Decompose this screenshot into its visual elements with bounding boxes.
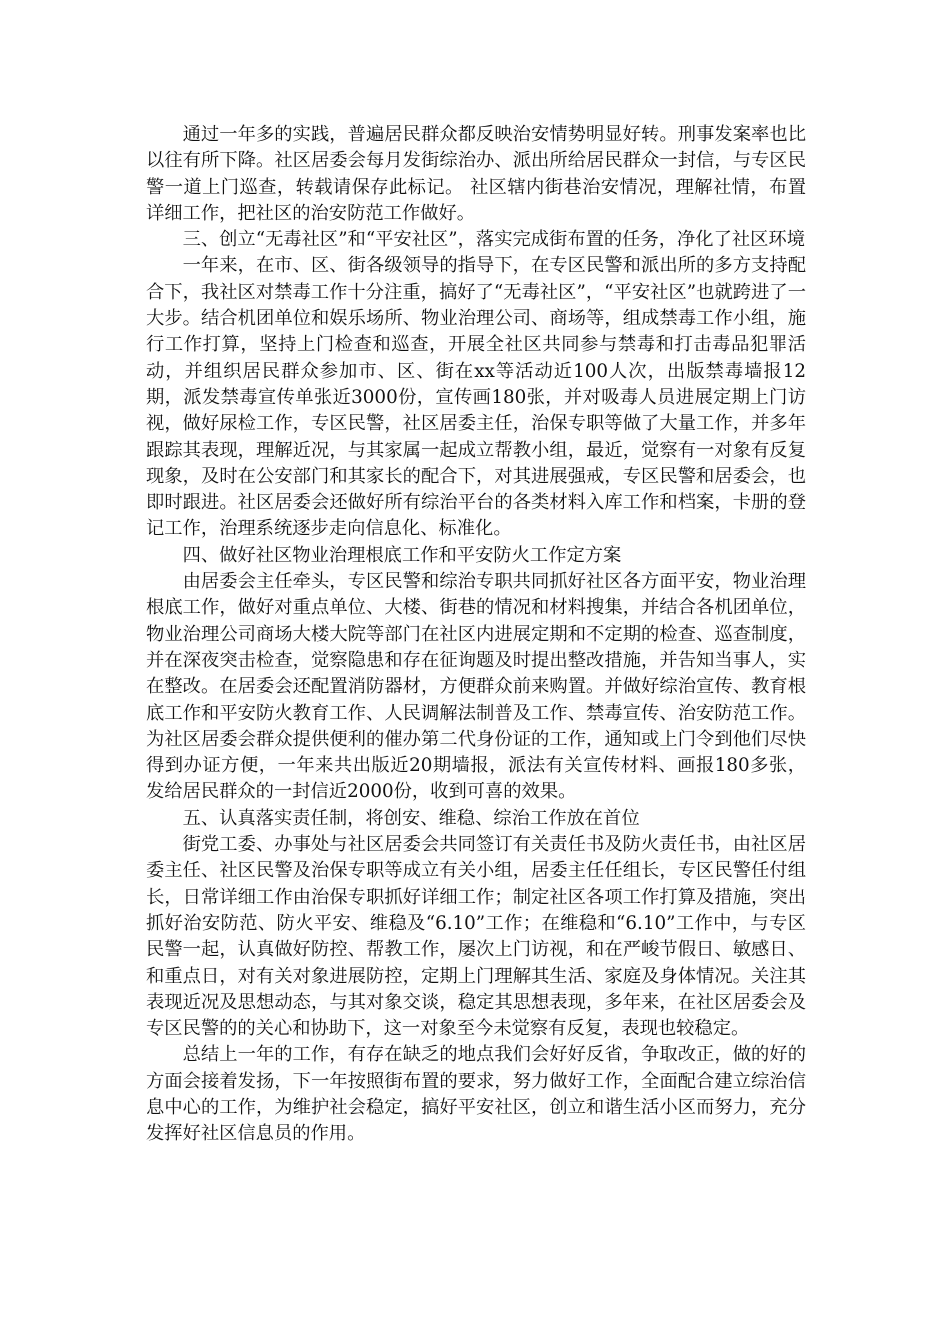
paragraph-property-fire-safety: 由居委会主任牵头，专区民警和综治专职共同抓好社区各方面平安，物业治理根底工作，做好对重点单位、大楼、街巷的情况和材料搜集，并结合各机团单位，物业治理公司商场大楼大院等部门在社区内进展定期和不定期的检查、巡查制度，并在深夜突击检查，觉察隐患和存在征询题及时提出整改措施，并告知当事人，实在整改。在居委会还配置消防器材，方便群众前来购置。并做好综治宣传、教育根底工作和平安防火教育工作、人民调解法制普及工作、禁毒宣传、治安防范工作。为社区居委会群众提供便利的催办第二代身份证的工作，通知或上门令到他们尽快得到办证方便，一年来共出版近20期墙报，派法有关宣传材料、画报180多张，发给居民群众的一封信近2000份，收到可喜的效果。 <box>146 571 806 803</box>
paragraph-practice-results: 通过一年多的实践，普遍居民群众都反映治安情势明显好转。刑事发案率也比以往有所下降。社区居委会每月发街综治办、派出所给居民群众一封信，与专区民警一道上门巡查，转载请保存此标记。 社区辖内街巷治安情况，理解社情，布置详细工作，把社区的治安防范工作做好。 <box>146 124 806 224</box>
heading-section-three: 三、创立“无毒社区”和“平安社区”，落实完成街布置的任务，净化了社区环境 <box>182 229 805 251</box>
paragraph-anti-drug: 一年来，在市、区、街各级领导的指导下，在专区民警和派出所的多方支持配合下，我社区对禁毒工作十分注重，搞好了“无毒社区”，“平安社区”也就跨进了一大步。结合机团单位和娱乐场所、物业治理公司、商场等，组成禁毒工作小组，施行工作打算，坚持上门检查和巡查，开展全社区共同参与禁毒和打击毒品犯罪活动，并组织居民群众参加市、区、街在xx等活动近100人次，出版禁毒墙报12期，派发禁毒宣传单张近3000份，宣传画180张，并对吸毒人员进展定期上门访视，做好尿检工作，专区民警，社区居委主任，治保专职等做了大量工作，并多年跟踪其表现，理解近况，与其家属一起成立帮教小组，最近，觉察有一对象有反复现象，及时在公安部门和其家长的配合下，对其进展强戒，专区民警和居委会，也即时跟进。社区居委会还做好所有综治平台的各类材料入库工作和档案，卡册的登记工作，治理系统逐步走向信息化、标准化。 <box>146 255 806 540</box>
heading-section-five: 五、认真落实责任制，将创安、维稳、综治工作放在首位 <box>182 807 640 829</box>
document-body <box>146 122 806 1148</box>
paragraph-summary: 总结上一年的工作，有存在缺乏的地点我们会好好反省，争取改正，做的好的方面会接着发扬，下一年按照街布置的要求，努力做好工作，全面配合建立综治信息中心的工作，为维护社会稳定，搞好平安社区，创立和谐生活小区而努力，充分发挥好社区信息员的作用。 <box>146 1044 806 1145</box>
paragraph-responsibility: 街党工委、办事处与社区居委会共同签订有关责任书及防火责任书，由社区居委主任、社区民警及治保专职等成立有关小组，居委主任任组长，专区民警任付组长，日常详细工作由治保专职抓好详细工作；制定社区各项工作打算及措施，突出抓好治安防范、防火平安、维稳及“6.10”工作；在维稳和“6.10”工作中，与专区民警一起，认真做好防控、帮教工作，屡次上门访视，和在严峻节假日、敏感日、和重点日，对有关对象进展防控，定期上门理解其生活、家庭及身体情况。关注其表现近况及思想动态，与其对象交谈，稳定其思想表现，多年来，在社区居委会及专区民警的的关心和协助下，这一对象至今未觉察有反复，表现也较稳定。 <box>146 834 806 1040</box>
heading-section-four: 四、做好社区物业治理根底工作和平安防火工作定方案 <box>182 544 622 566</box>
